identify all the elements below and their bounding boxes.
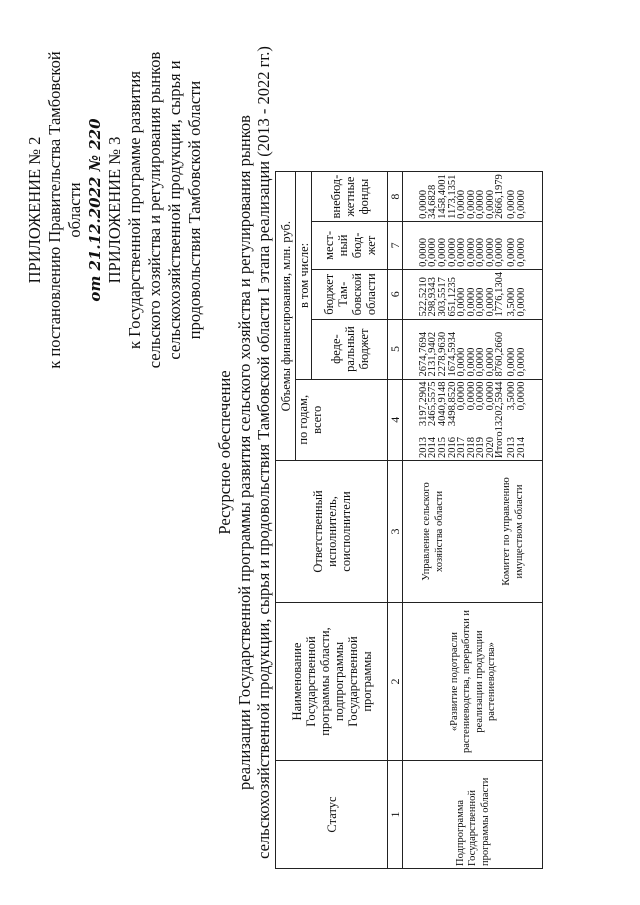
- total-value: 4040,9148: [436, 381, 448, 427]
- col-number-4: 4: [388, 379, 403, 460]
- regional-value: 3,5000: [506, 287, 518, 317]
- total-value: 0,0000: [465, 381, 477, 411]
- regional-value: 651,1235: [446, 277, 458, 317]
- years-column: [419, 431, 527, 458]
- local-value: 0,0000: [494, 238, 506, 267]
- resource-table: [275, 171, 543, 869]
- federal-value: 1674,5934: [446, 331, 458, 377]
- appendix-header: [25, 30, 205, 390]
- regional-value: 522,5210: [417, 277, 429, 317]
- local-value: 0,0000: [427, 238, 439, 267]
- total-value: 0,0000: [475, 381, 487, 411]
- row-responsible: [403, 461, 543, 603]
- header-local: мест-ный бюд-жет: [312, 221, 388, 269]
- row-name-text: «Развитие подотрасли растениеводства, переработки и реализации продукции растениеводства»: [448, 610, 497, 753]
- header-name: Наименование Государственной программы области, подпрограммы Государственной программы: [276, 603, 388, 761]
- row-responsible-1: Управление сельского хозяйства области: [421, 482, 445, 581]
- local-value: 0,0000: [484, 238, 496, 267]
- title-line-3: сельскохозяйственной продукции, сырья и продовольствия Тамбовской области I этапа реализации (2013 - 2022 гг.): [254, 46, 273, 859]
- header-including: в том числе:: [296, 172, 312, 379]
- col-number-3: 3: [388, 461, 403, 603]
- offbudget-value: 2666,1979: [494, 174, 506, 219]
- decree-reference: к постановлению Правительства Тамбовской области: [45, 51, 84, 369]
- regional-column: [419, 272, 527, 317]
- header-responsible: Ответственный исполнитель, соисполнители: [276, 461, 388, 603]
- local-value: 0,0000: [436, 238, 448, 267]
- federal-value: 0,0000: [506, 347, 518, 377]
- local-value: 0,0000: [475, 238, 487, 267]
- header-federal: феде-ральный бюджет: [312, 319, 388, 379]
- program-line-3: сельскохозяйственной продукции, сырья и: [165, 60, 184, 360]
- row-status-text: Подпрограмма Государственной программы области: [454, 777, 491, 866]
- local-column: [419, 224, 527, 267]
- federal-value: 8760,2660: [494, 331, 506, 377]
- local-value: 0,0000: [446, 238, 458, 267]
- years-value: 2015: [436, 437, 448, 458]
- offbudget-value: 0,0000: [506, 190, 518, 219]
- years-value: 2019: [475, 437, 487, 458]
- col-number-6: 6: [388, 269, 403, 319]
- local-value: 0,0000: [456, 238, 468, 267]
- offbudget-value: 0,0000: [417, 190, 429, 219]
- total-value: 0,0000: [484, 381, 496, 411]
- regional-value: 0,0000: [484, 287, 496, 317]
- years-value: 2014: [427, 437, 439, 458]
- col-number-7: 7: [388, 221, 403, 269]
- years-value: 2018: [465, 437, 477, 458]
- local-value: 0,0000: [417, 238, 429, 267]
- regional-value: 0,0000: [465, 287, 477, 317]
- total-value: 3498,8520: [446, 381, 458, 427]
- col-number-2: 2: [388, 603, 403, 761]
- total-column: [419, 382, 527, 432]
- total-value: 13202,5944: [494, 381, 506, 432]
- federal-value: 0,0000: [456, 347, 468, 377]
- row-responsible-2: Комитет по управлению имуществом области: [501, 477, 525, 586]
- years-value: Итого: [494, 431, 506, 458]
- federal-value: 0,0000: [475, 347, 487, 377]
- regional-value: 0,0000: [475, 287, 487, 317]
- program-line-4: продовольствия Тамбовской области: [185, 80, 204, 340]
- years-value: 2014: [515, 437, 527, 458]
- header-regional: бюджет Там-бовской области: [312, 269, 388, 319]
- regional-value: 0,0000: [456, 287, 468, 317]
- row-regional: [403, 269, 543, 319]
- years-value: 2020: [484, 437, 496, 458]
- row-status: [403, 761, 543, 869]
- regional-value: 303,5517: [436, 277, 448, 317]
- title-line-2: реализации Государственной программы развития сельского хозяйства и регулирования рынков: [234, 115, 254, 790]
- header-funding: Объемы финансирования, млн. руб.: [276, 172, 296, 461]
- row-offbudget: [403, 172, 543, 222]
- years-value: 2013: [417, 437, 429, 458]
- row-federal: [403, 319, 543, 379]
- col-number-8: 8: [388, 172, 403, 222]
- row-total: [403, 379, 543, 460]
- federal-value: 2674,7694: [417, 331, 429, 377]
- row-name: [403, 603, 543, 761]
- row-local: [403, 221, 543, 269]
- regional-value: 1776,1304: [494, 271, 506, 317]
- col-number-1: 1: [388, 761, 403, 869]
- total-value: 0,0000: [456, 381, 468, 411]
- title-line-1: Ресурсное обеспечение: [215, 370, 234, 535]
- offbudget-value: 0,0000: [456, 190, 468, 219]
- years-value: 2017: [456, 437, 468, 458]
- federal-value: 0,0000: [484, 347, 496, 377]
- local-value: 0,0000: [506, 238, 518, 267]
- header-status: Статус: [276, 761, 388, 869]
- offbudget-value: 0,0000: [484, 190, 496, 219]
- appendix-3-label: ПРИЛОЖЕНИЕ № 3: [105, 136, 124, 284]
- offbudget-value: 0,0000: [475, 190, 487, 219]
- offbudget-value: 1173,1351: [446, 174, 458, 219]
- local-value: 0,0000: [465, 238, 477, 267]
- regional-value: 0,0000: [515, 287, 527, 317]
- offbudget-value: 34,6828: [427, 184, 439, 219]
- appendix-2-label: ПРИЛОЖЕНИЕ № 2: [25, 136, 44, 284]
- years-value: 2013: [506, 437, 518, 458]
- offbudget-column: [419, 174, 527, 219]
- federal-value: 0,0000: [515, 347, 527, 377]
- total-value: 3,5000: [506, 381, 518, 411]
- federal-column: [419, 322, 527, 377]
- local-value: 0,0000: [515, 238, 527, 267]
- total-value: 2465,5575: [427, 381, 439, 427]
- header-by-years: по годам, всего: [296, 379, 388, 460]
- header-offbudget: внебюд-жетные фонды: [312, 172, 388, 222]
- total-value: 3197,2904: [417, 381, 429, 427]
- offbudget-value: 0,0000: [465, 190, 477, 219]
- federal-value: 2131,9402: [427, 331, 439, 377]
- offbudget-value: 0,0000: [515, 190, 527, 219]
- program-line-1: к Государственной программе развития: [125, 71, 144, 349]
- document-title: [215, 30, 274, 875]
- program-line-2: сельского хозяйства и регулирования рынков: [145, 51, 164, 369]
- handwritten-date: от 21.12.2022 № 220: [86, 118, 104, 302]
- regional-value: 298,9343: [427, 277, 439, 317]
- offbudget-value: 1458,4001: [436, 174, 448, 219]
- years-value: 2016: [446, 437, 458, 458]
- col-number-5: 5: [388, 319, 403, 379]
- federal-value: 0,0000: [465, 347, 477, 377]
- total-value: 0,0000: [515, 381, 527, 411]
- federal-value: 2278,9630: [436, 331, 448, 377]
